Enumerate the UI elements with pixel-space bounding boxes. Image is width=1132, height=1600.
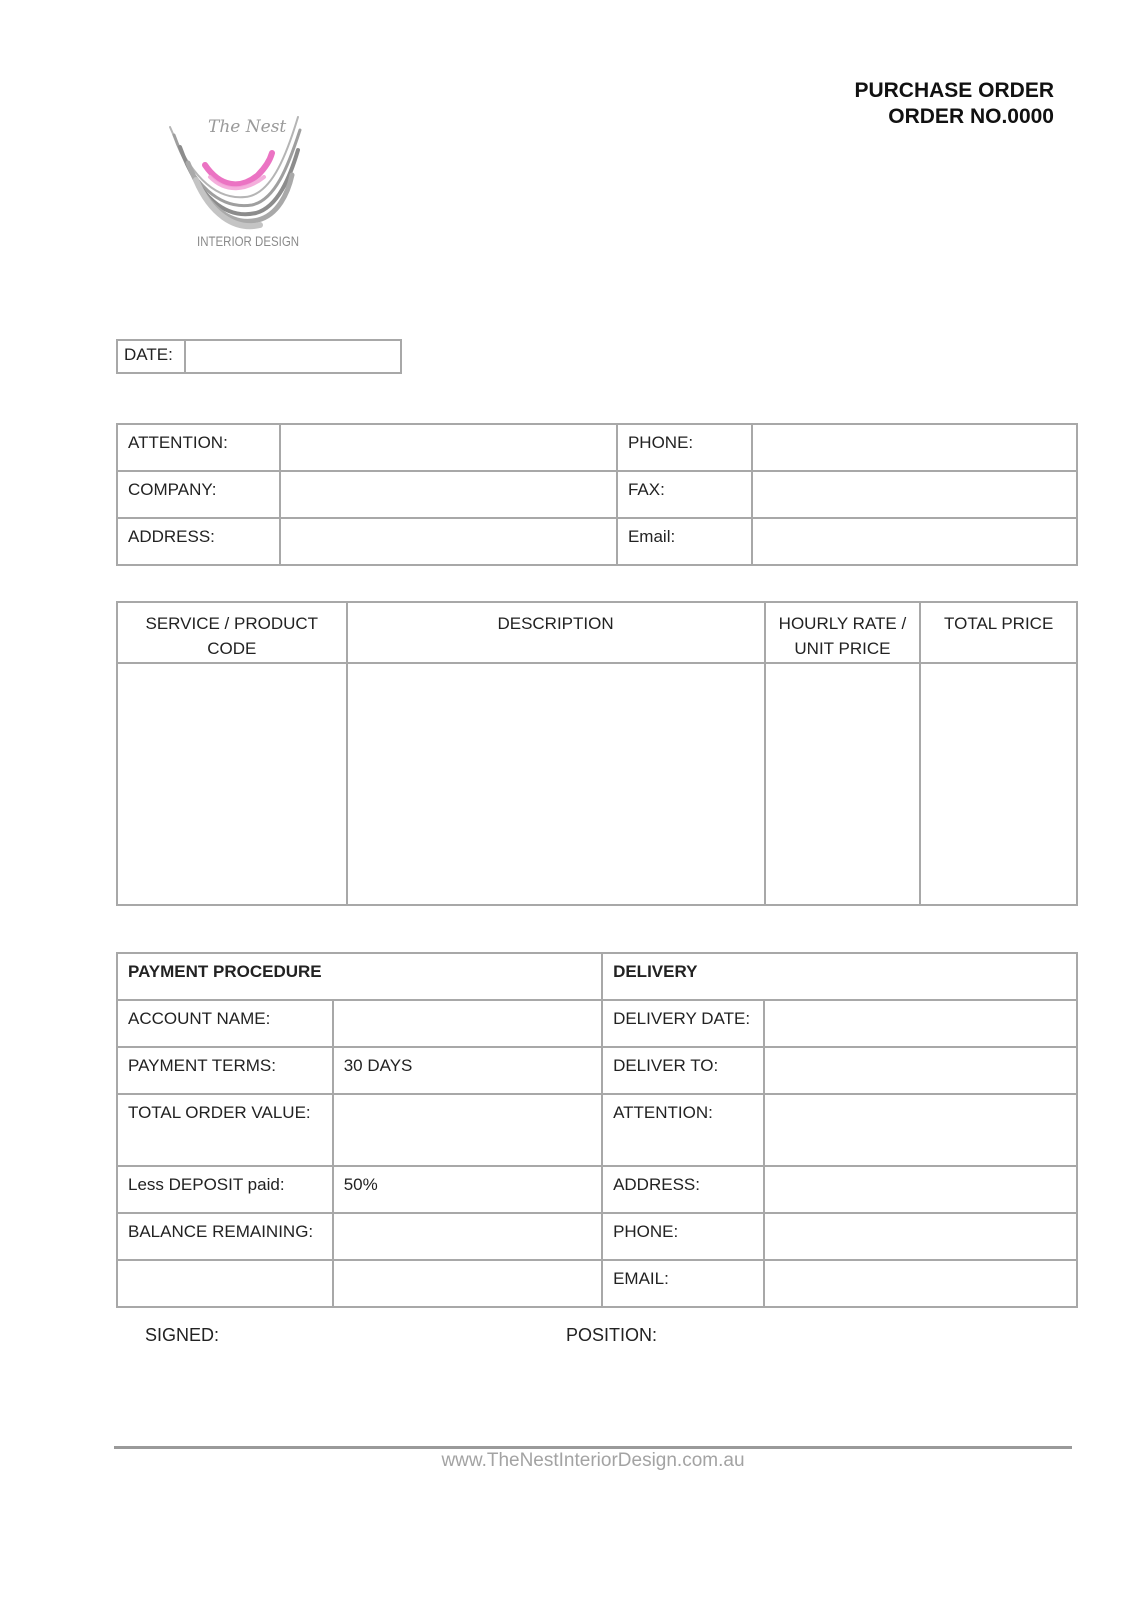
column-header-unit-price-line2: UNIT PRICE [794,639,891,658]
footer-website[interactable]: www.TheNestInteriorDesign.com.au [441,1450,745,1471]
deliver-to-field[interactable] [764,1047,1077,1094]
delivery-date-label: DELIVERY DATE: [602,1000,764,1047]
payment-procedure-heading: PAYMENT PROCEDURE [117,953,602,1000]
delivery-phone-field[interactable] [764,1213,1077,1260]
column-header-unit-price-line1: HOURLY RATE / [778,614,907,633]
company-field[interactable] [280,471,617,518]
date-field[interactable] [185,340,401,373]
footer-divider [114,1446,1072,1449]
delivery-heading: DELIVERY [602,953,1077,1000]
delivery-address-field[interactable] [764,1166,1077,1213]
contact-table [116,423,1078,566]
column-header-description-label: DESCRIPTION [497,614,614,633]
account-name-field[interactable] [333,1000,602,1047]
address-label: ADDRESS: [117,518,280,565]
payment-blank-label-cell [117,1260,333,1307]
description-cell[interactable] [347,663,765,905]
payment-terms-label: PAYMENT TERMS: [117,1047,333,1094]
column-header-code-line2: CODE [207,639,257,658]
email-field[interactable] [752,518,1077,565]
phone-label: PHONE: [617,424,752,471]
company-label: COMPANY: [117,471,280,518]
code-cell[interactable] [117,663,347,905]
attention-field[interactable] [280,424,617,471]
attention-label: ATTENTION: [117,424,280,471]
delivery-attention-label: ATTENTION: [602,1094,764,1166]
payment-delivery-table [116,952,1078,1308]
delivery-address-label: ADDRESS: [602,1166,764,1213]
logo-wordmark: The Nest [208,117,287,137]
position-label: POSITION: [566,1325,658,1345]
deposit-field[interactable]: 50% [333,1166,602,1213]
date-table [116,339,402,374]
signed-label: SIGNED: [145,1325,220,1345]
payment-blank-field[interactable] [333,1260,602,1307]
fax-field[interactable] [752,471,1077,518]
payment-terms-field[interactable]: 30 DAYS [333,1047,602,1094]
delivery-email-label: EMAIL: [602,1260,764,1307]
logo-subtitle: INTERIOR DESIGN [197,233,300,249]
delivery-date-field[interactable] [764,1000,1077,1047]
column-header-description [347,602,765,663]
total-order-value-label: TOTAL ORDER VALUE: [117,1094,333,1166]
column-header-total-price-label: TOTAL PRICE [944,614,1054,633]
delivery-attention-field[interactable] [764,1094,1077,1166]
total-order-value-field[interactable] [333,1094,602,1166]
page-heading [854,78,1054,130]
unit-price-cell[interactable] [765,663,921,905]
order-number: ORDER NO.0000 [888,105,1054,128]
fax-label: FAX: [617,471,752,518]
balance-remaining-label: BALANCE REMAINING: [117,1213,333,1260]
column-header-code [117,602,347,663]
deposit-label: Less DEPOSIT paid: [117,1166,333,1213]
items-table [116,601,1078,906]
document-title: PURCHASE ORDER [854,79,1054,102]
account-name-label: ACCOUNT NAME: [117,1000,333,1047]
address-field[interactable] [280,518,617,565]
column-header-code-line1: SERVICE / PRODUCT [145,614,319,633]
deliver-to-label: DELIVER TO: [602,1047,764,1094]
balance-remaining-field[interactable] [333,1213,602,1260]
delivery-email-field[interactable] [764,1260,1077,1307]
total-price-cell[interactable] [920,663,1077,905]
company-logo [160,105,310,255]
delivery-phone-label: PHONE: [602,1213,764,1260]
date-label: DATE: [117,340,185,373]
column-header-unit-price [765,602,921,663]
email-label: Email: [617,518,752,565]
phone-field[interactable] [752,424,1077,471]
column-header-total-price [920,602,1077,663]
